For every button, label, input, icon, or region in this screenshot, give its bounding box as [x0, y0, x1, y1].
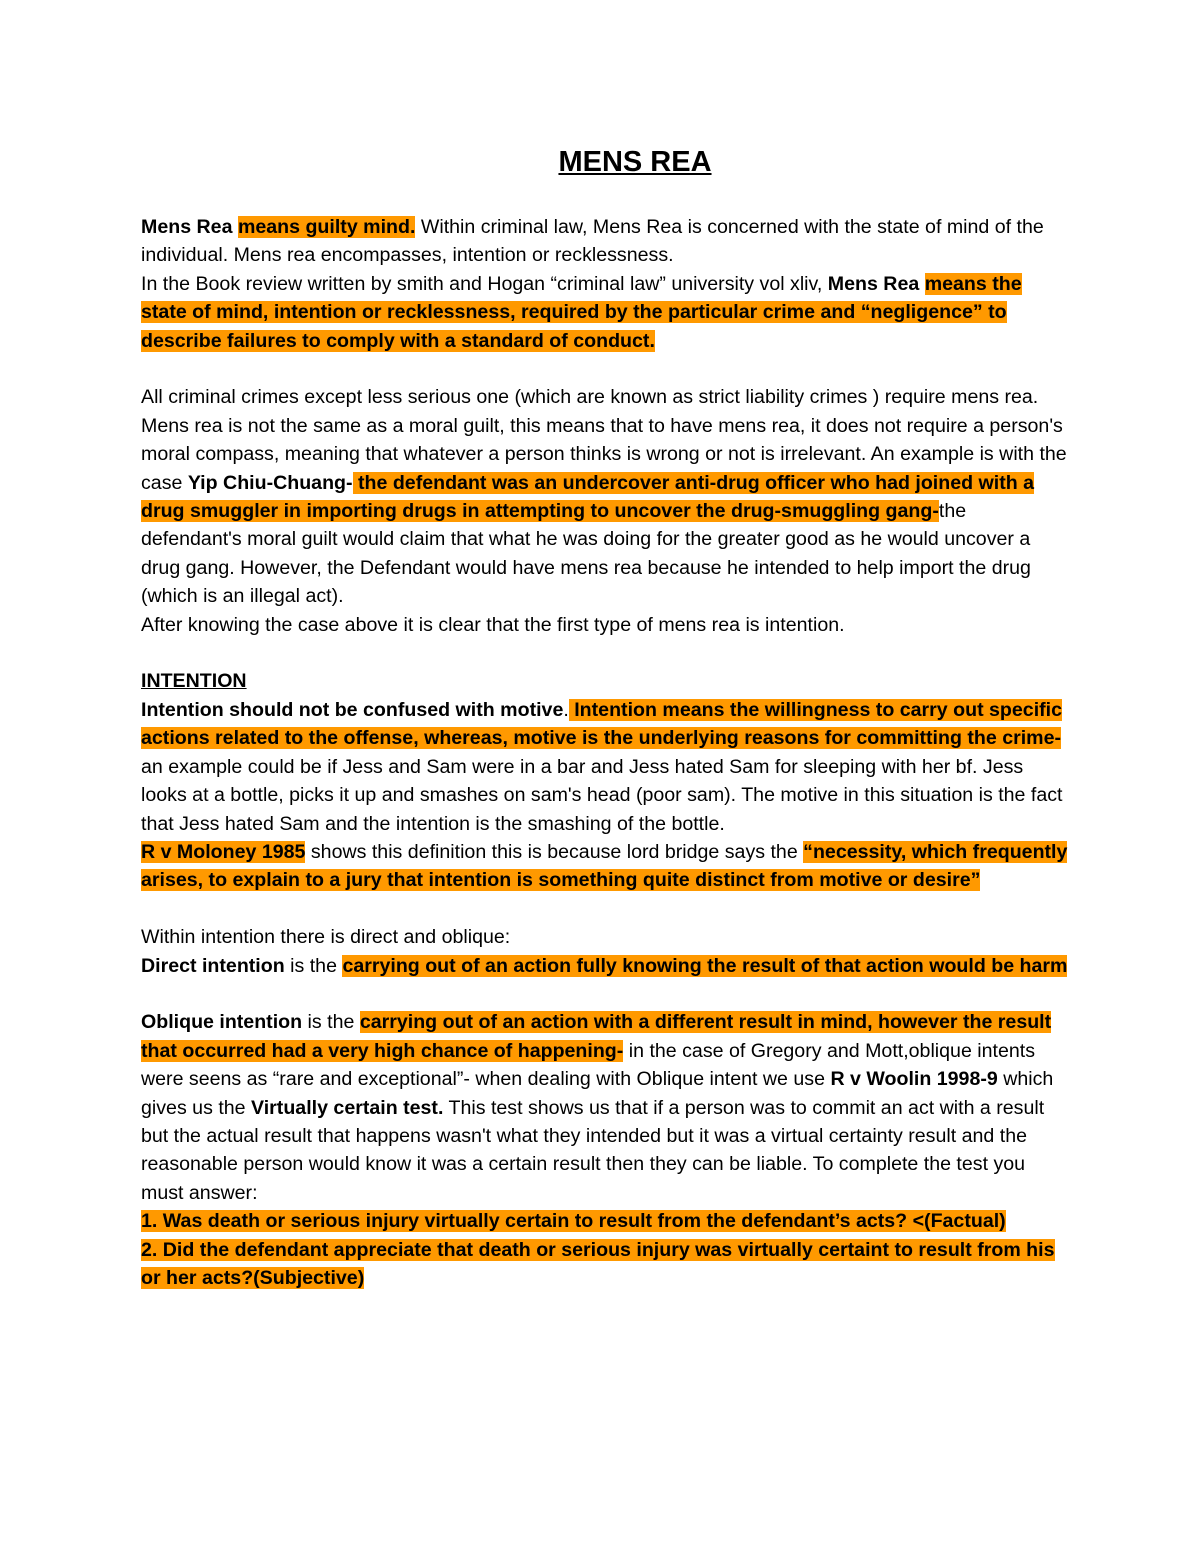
paragraph-oblique-intention: Oblique intention is the carrying out of an action with a different result in mind, however the result that occurred had a very high chance of happening- in the case of Gregory and Mott,oblique intents were seens as “rare and exceptional”- when dealing with Oblique intent we use R v Woolin 1998-9 which gives us the Virtually certain test. This test shows us that if a person was to commit an act with a result but the actual result that happens wasn't what they intended but it was a virtual certainty result and the reasonable person would know it was a certain result then they can be liable. To complete the test you must answer:: [141, 1011, 1054, 1204]
highlighted-text: means guilty mind.: [237, 216, 416, 238]
highlighted-text: the defendant was an undercover anti-drug officer who had joined with a drug smuggler in importing drugs in attempting to uncover the drug-smuggling gang-: [141, 471, 1035, 523]
bold-term: Virtually certain test.: [251, 1096, 444, 1119]
paragraph-text: Within criminal law, Mens Rea is concerned with the state of mind of the individual. Mens rea encompasses, intention or recklessness.: [141, 216, 1044, 267]
paragraph-definition: [141, 213, 1071, 270]
paragraph-text: the defendant's moral guilt would claim that what he was doing for the greater good as he would uncover a drug gang. However, the Defendant would have mens rea because he intended to help import the drug (which is an illegal act).: [141, 500, 1031, 608]
bold-term: Direct intention: [141, 954, 285, 977]
bold-term: Oblique intention: [141, 1011, 303, 1034]
paragraph-text: an example could be if Jess and Sam were in a bar and Jess hated Sam for sleeping with her bf. Jess looks at a bottle, picks it up and smashes on sam's head (poor sam). The motive in this situation is the fact that Jess hated Sam and the intention is the smashing of the bottle.: [141, 755, 1063, 835]
highlighted-text: means the state of mind, intention or recklessness, required by the particular crime and “negligence” to describe failures to comply with a standard of conduct.: [141, 272, 1022, 352]
case-name: R v Woolin 1998-9: [830, 1068, 998, 1091]
paragraph-text: This test shows us that if a person was to commit an act with a result but the actual result that happens wasn't what they intended but it was a virtual certainty result and the reasonable person would know it was a certain result then they can be liable. To complete the test you must answer:: [141, 1096, 1045, 1204]
paragraph-moloney: [141, 838, 1071, 895]
paragraph-gap: [141, 980, 1071, 1008]
bold-term: Mens Rea: [141, 216, 233, 238]
paragraph-text: in the case of Gregory and Mott,oblique intents were seens as “rare and exceptional”- when dealing with Oblique intent we use: [141, 1039, 1036, 1091]
paragraph-gap: [141, 895, 1071, 923]
paragraph-gap: [141, 355, 1071, 383]
paragraph-text: All criminal crimes except less serious one (which are known as strict liability crimes ) require mens rea. Mens rea is not the same as a moral guilt, this means that to have mens rea, it does not require a person's moral compass, meaning that whatever a person thinks is wrong or not is irrelevant. An example is with the case: [141, 386, 1067, 494]
case-name: R v Moloney 1985: [141, 840, 306, 863]
paragraph-strict-liability: [141, 383, 1071, 610]
highlighted-quote: “necessity, which frequently arises, to explain to a jury that intention is something quite distinct from motive or desire”: [141, 840, 1068, 892]
highlighted-text: carrying out of an action fully knowing the result of that action would be harm: [342, 954, 1068, 977]
section-heading-intention: INTENTION: [141, 670, 247, 693]
paragraph-text: In the Book review written by smith and Hogan “criminal law” university vol xliv,: [141, 272, 828, 295]
page-title: MENS REA: [558, 146, 712, 178]
bold-term: Mens Rea: [827, 272, 920, 295]
question-1: 1. Was death or serious injury virtually certain to result from the defendant’s acts? <(Factual): [141, 1210, 1006, 1233]
paragraph-text: shows this definition this is because lord bridge says the: [305, 840, 804, 863]
paragraph-gap: [141, 639, 1071, 667]
question-2: 2. Did the defendant appreciate that death or serious injury was virtually certaint to result from his or her acts?(Subjective): [141, 1238, 1055, 1289]
paragraph-motive: Intention should not be confused with motive. Intention means the willingness to carry out specific actions related to the offense, whereas, motive is the underlying reasons for committing the crime- an example could be if Jess and Sam were in a bar and Jess hated Sam for sleeping with her bf. Jess looks at a bottle, picks it up and smashes on sam's head (poor sam). The motive in this situation is the fact that Jess hated Sam and the intention is the smashing of the bottle.: [141, 698, 1063, 835]
paragraph-conclusion: After knowing the case above it is clear that the first type of mens rea is intention.: [141, 613, 845, 636]
bold-term: Intention should not be confused with motive: [141, 698, 564, 721]
paragraph-direct-intention: Direct intention is the carrying out of an action fully knowing the result of that action would be harm: [141, 954, 1068, 977]
paragraph-intro-types: Within intention there is direct and oblique:: [141, 926, 511, 949]
highlighted-text: Intention means the willingness to carry out specific actions related to the offense, whereas, motive is the underlying reasons for committing the crime-: [141, 698, 1063, 750]
highlighted-text: carrying out of an action with a different result in mind, however the result that occurred had a very high chance of happening-: [141, 1011, 1052, 1062]
paragraph-book-review: [141, 270, 1071, 355]
document-body: [141, 213, 1071, 1292]
case-name: Yip Chiu-Chuang-: [187, 471, 353, 494]
